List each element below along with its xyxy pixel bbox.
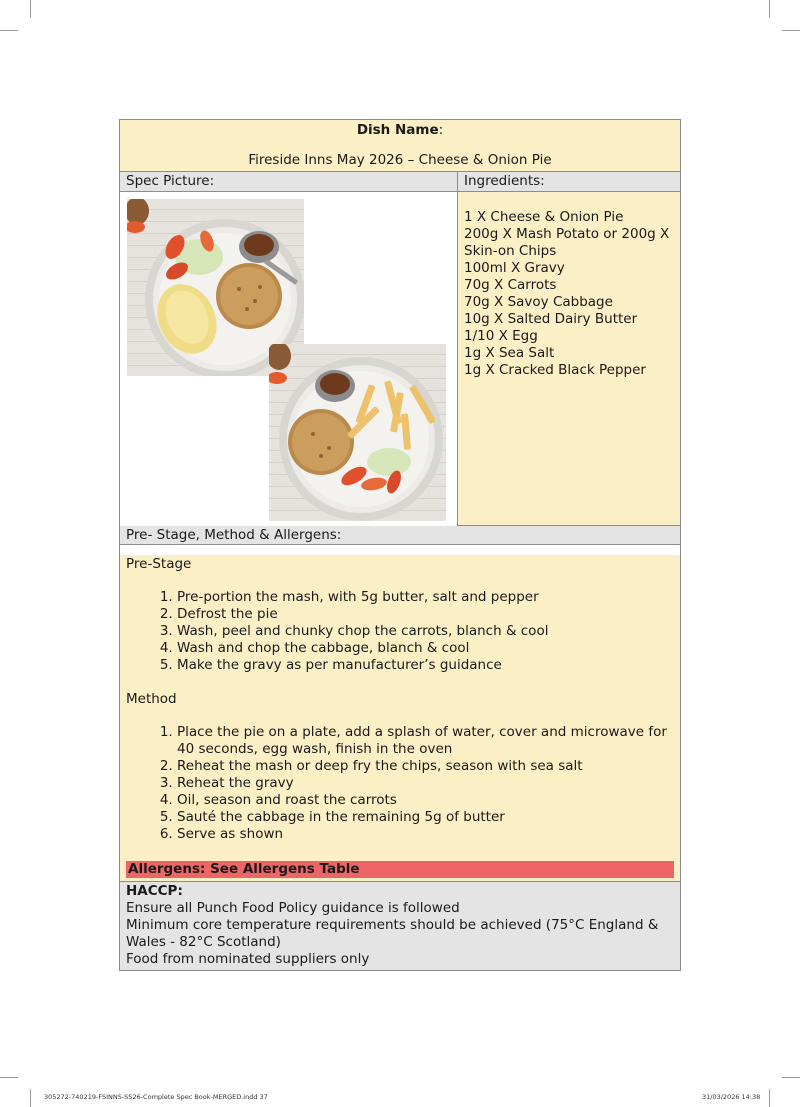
dish-name-value: Fireside Inns May 2026 – Cheese & Onion Pie (248, 152, 552, 168)
haccp-line: Food from nominated suppliers only (126, 951, 370, 967)
prestage-step: 1. Pre-portion the mash, with 5g butter, salt and pepper (177, 589, 674, 606)
ingredients-list (458, 192, 680, 525)
haccp-title: HACCP: (126, 883, 183, 899)
crop-mark (782, 1077, 800, 1078)
method-step: 4. Oil, season and roast the carrots (177, 792, 674, 809)
prestage-list (126, 589, 674, 674)
haccp-line: Minimum core temperature requirements should be achieved (75°C England & Wales - 82°C Scotland) (126, 917, 659, 950)
ingredients-label: Ingredients: (464, 173, 545, 189)
spec-picture-area (120, 192, 458, 526)
method-step: 3. Reheat the gravy (177, 775, 674, 792)
section-headers (120, 172, 680, 192)
prestage-step: 3. Wash, peel and chunky chop the carrots, blanch & cool (177, 623, 674, 640)
crop-mark (769, 1089, 770, 1107)
crop-mark (782, 30, 800, 31)
spec-sheet (119, 119, 681, 971)
method-list (126, 724, 674, 843)
prestage-step: 5. Make the gravy as per manufacturer’s guidance (177, 657, 674, 674)
ingredient-item: 1/10 X Egg (464, 328, 538, 344)
dish-name-section (120, 120, 680, 172)
method-step: 5. Sauté the cabbage in the remaining 5g of butter (177, 809, 674, 826)
crop-mark (0, 1077, 18, 1078)
prestage-title: Pre-Stage (126, 556, 192, 572)
footer-filename: 305272-740219-FSINNS-SS26-Complete Spec Book-MERGED.indd 37 (44, 1093, 268, 1101)
picture-ingredients-row (120, 192, 680, 526)
method-step: 2. Reheat the mash or deep fry the chips, season with sea salt (177, 758, 674, 775)
ingredient-item: 200g X Mash Potato or 200g X Skin-on Chips (464, 226, 670, 259)
crop-mark (30, 0, 31, 18)
ingredient-item: 1 X Cheese & Onion Pie (464, 209, 624, 225)
ingredient-item: 1g X Sea Salt (464, 345, 555, 361)
dish-photo-chips (269, 344, 446, 521)
ingredient-item: 70g X Savoy Cabbage (464, 294, 613, 310)
method-section-label: Pre- Stage, Method & Allergens: (120, 526, 680, 545)
crop-mark (30, 1089, 31, 1107)
footer-date: 31/03/2026 14:38 (702, 1093, 761, 1101)
dish-name-label: Dish Name: (356, 122, 444, 138)
prestage-step: 4. Wash and chop the cabbage, blanch & cool (177, 640, 674, 657)
ingredient-item: 10g X Salted Dairy Butter (464, 311, 638, 327)
spec-picture-label: Spec Picture: (120, 172, 458, 191)
prestage-step: 2. Defrost the pie (177, 606, 674, 623)
haccp-line: Ensure all Punch Food Policy guidance is followed (126, 900, 460, 916)
method-step: 6. Serve as shown (177, 826, 674, 843)
ingredient-item: 1g X Cracked Black Pepper (464, 362, 646, 378)
allergens-banner: Allergens: See Allergens Table (126, 861, 674, 878)
method-title: Method (126, 691, 177, 707)
method-step: 1. Place the pie on a plate, add a splash of water, cover and microwave for 40 seconds, egg wash, finish in the oven (177, 724, 674, 758)
crop-mark (769, 0, 770, 18)
ingredient-item: 100ml X Gravy (464, 260, 565, 276)
plate-chips-image (269, 344, 446, 521)
haccp-section (120, 882, 680, 970)
method-section (120, 555, 680, 882)
ingredient-item: 70g X Carrots (464, 277, 557, 293)
crop-mark (0, 30, 18, 31)
